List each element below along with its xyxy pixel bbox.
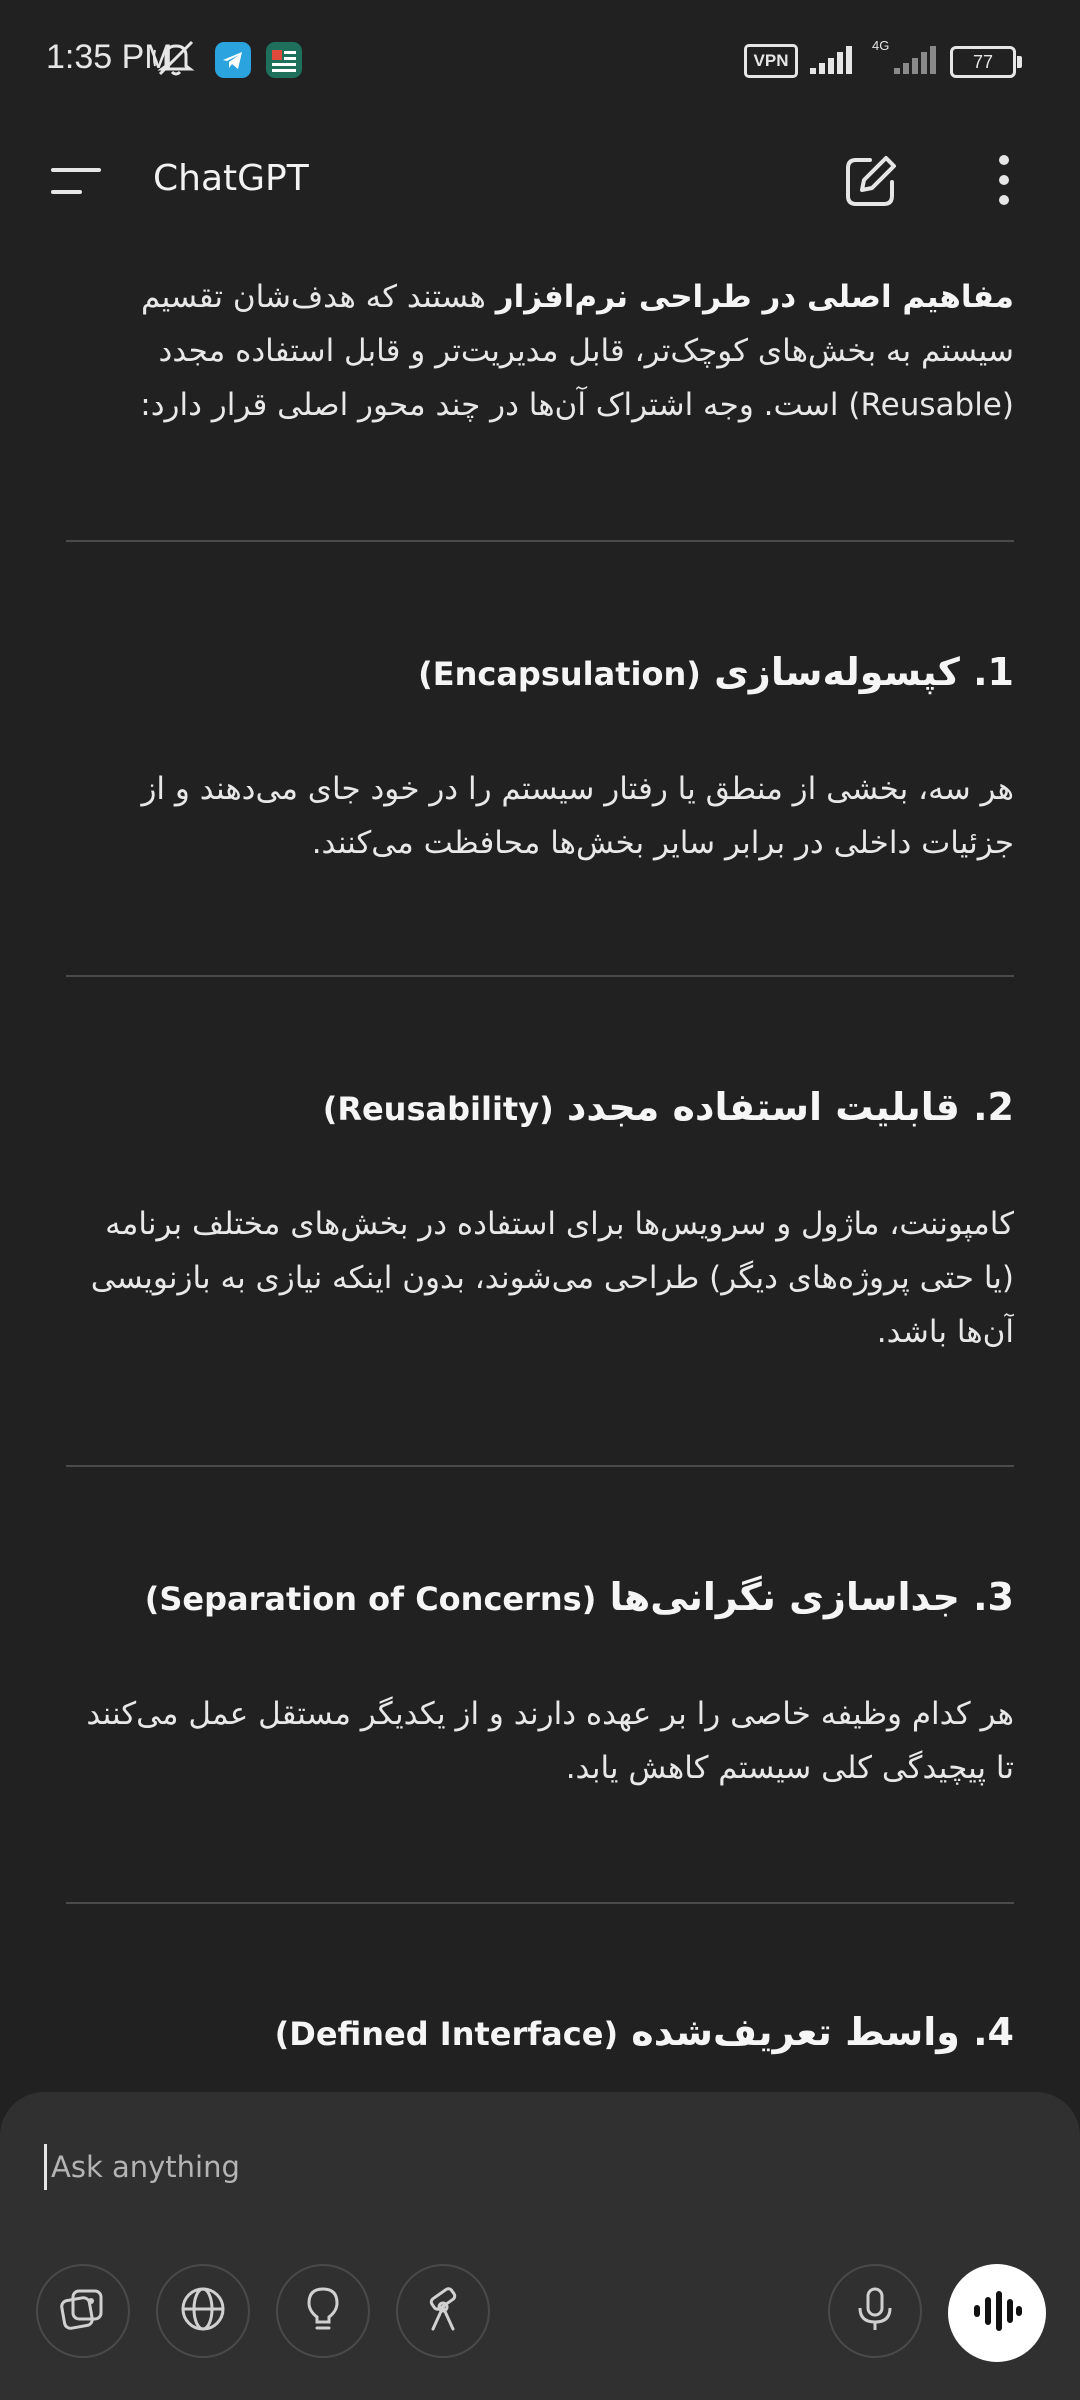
section-title: جداسازی نگرانی‌ها [609, 1575, 960, 1619]
section-english: (Encapsulation) [418, 655, 701, 693]
section-number: 1. [973, 650, 1014, 694]
section-title: قابلیت استفاده مجدد [566, 1085, 960, 1129]
status-bar [0, 0, 1080, 120]
section-number: 3. [973, 1575, 1014, 1619]
deep-research-button[interactable] [396, 2264, 490, 2358]
section-body-2: کامپوننت، ماژول و سرویس‌ها برای استفاده در بخش‌های مختلف برنامه (یا حتی پروژه‌های دیگر) طراحی می‌شوند، بدون اینکه نیازی به بازنویسی آن‌ها باشد. [90, 1206, 1014, 1350]
divider [66, 975, 1014, 977]
divider [66, 1465, 1014, 1467]
divider [66, 540, 1014, 542]
message-input[interactable]: Ask anything [44, 2144, 951, 2190]
attach-image-button[interactable] [36, 2264, 130, 2358]
svg-text:4G: 4G [872, 38, 890, 53]
app-icon [266, 42, 302, 78]
divider [66, 1902, 1014, 1904]
section-heading-1 [66, 650, 1014, 694]
web-search-button[interactable] [156, 2264, 250, 2358]
reason-button[interactable] [276, 2264, 370, 2358]
signal-icon [808, 42, 858, 80]
status-time: 1:35 PM [46, 38, 173, 76]
compose-icon[interactable] [842, 152, 900, 214]
vpn-icon: VPN [744, 44, 798, 78]
globe-icon [178, 2284, 228, 2338]
mic-icon [850, 2284, 900, 2338]
section-body-3: هر کدام وظیفه خاصی را بر عهده دارند و از یکدیگر مستقل عمل می‌کنند تا پیچیدگی کلی سیستم کاهش یابد. [86, 1696, 1014, 1786]
intro-paragraph [66, 270, 1014, 432]
app-header [0, 120, 1080, 240]
section-number: 4. [973, 2010, 1014, 2054]
signal-icon-secondary [870, 38, 940, 82]
section-english: (Reusability) [322, 1090, 554, 1128]
section-heading-4 [66, 2010, 1014, 2054]
section-english: (Defined Interface) [274, 2015, 619, 2053]
section-title: کپسوله‌سازی [714, 650, 960, 694]
section-number: 2. [973, 1085, 1014, 1129]
voice-mode-icon [970, 2289, 1024, 2337]
dictate-button[interactable] [828, 2264, 922, 2358]
menu-icon[interactable] [50, 164, 102, 202]
lightbulb-icon [298, 2284, 348, 2338]
telescope-icon [417, 2283, 469, 2339]
section-heading-2 [66, 1085, 1014, 1129]
intro-bold: مفاهیم اصلی در طراحی نرم‌افزار [495, 279, 1014, 315]
section-body-1: هر سه، بخشی از منطق یا رفتار سیستم را در خود جای می‌دهند و از جزئیات داخلی در برابر سایر بخش‌ها محافظت می‌کنند. [141, 771, 1014, 861]
intro-text: هستند که هدف‌شان تقسیم سیستم به بخش‌های کوچک‌تر، قابل مدیریت‌تر و قابل استفاده مجدد (Reusable) است. وجه اشتراک آن‌ها در چند محور اصلی قرار دارد: [140, 279, 1014, 423]
chat-message [66, 240, 1014, 2090]
page-title: ChatGPT [153, 158, 309, 199]
battery-icon: 77 [950, 46, 1016, 78]
image-icon [57, 2283, 109, 2339]
composer [0, 2092, 1080, 2400]
voice-mode-button[interactable] [948, 2264, 1046, 2362]
section-heading-3 [66, 1575, 1014, 1619]
section-title: واسط تعریف‌شده [631, 2010, 960, 2054]
more-icon[interactable] [984, 150, 1024, 214]
section-english: (Separation of Concerns) [144, 1580, 597, 1618]
mute-icon [152, 38, 200, 82]
telegram-icon [215, 42, 251, 78]
